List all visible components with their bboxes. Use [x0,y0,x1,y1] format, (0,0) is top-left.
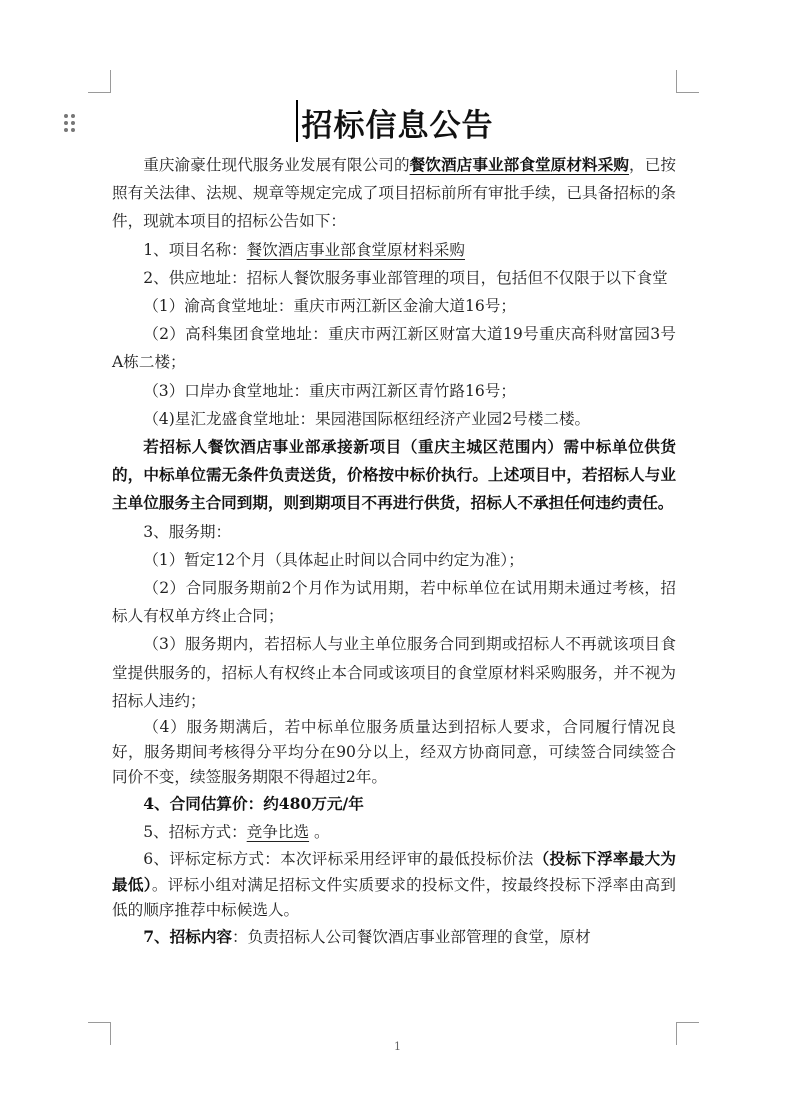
service-term-4: （4）服务期满后，若中标单位服务质量达到招标人要求，合同履行情况良好，服务期间考核得分平均分在90分以上，经双方协商同意，可续签合同续签合同价不变，续签服务期限不得超过2年。 [112,718,676,787]
item-supply-address: 2、供应地址：招标人餐饮服务事业部管理的项目，包括但不仅限于以下食堂 [143,268,668,287]
text-cursor [296,100,298,142]
document-body[interactable] [112,151,676,952]
intro-text: 重庆渝豪仕现代服务业发展有限公司的 [143,156,410,174]
item-label: 7、招标内容 [143,927,233,947]
service-term-2: （2）合同服务期前2个月作为试用期，若中标单位在试用期未通过考核，招标人有权单方终止合同； [112,579,676,626]
item-end: 。 [309,823,330,842]
service-term-3: （3）服务期内，若招标人与业主单位服务合同到期或招标人不再就该项目食堂提供服务的，招标人有权终止本合同或该项目的食堂原材料采购服务，并不视为招标人违约； [112,635,676,710]
service-term-1: （1）暂定12个月（具体起止时间以合同中约定为准）； [143,550,524,569]
evaluation-text-rest: 。评标小组对满足招标文件实质要求的投标文件，按最终投标下浮率由高到低的顺序推荐中标候选人。 [112,876,676,920]
item-label: 1、项目名称： [143,240,247,259]
evaluation-text: 6、评标定标方式：本次评标采用经评审的最低投标价法 [143,850,534,869]
item-value: 负责招标人公司餐饮酒店事业部管理的食堂，原材 [247,928,591,947]
item-value: 餐饮酒店事业部食堂原材料采购 [246,240,465,259]
item-bid-method [112,818,676,846]
margin-corner-top-right [676,70,699,93]
page-number: 1 [394,1040,401,1053]
document-title: 招标信息公告 [301,108,494,144]
project-name-bold: 餐饮酒店事业部食堂原材料采购 [409,155,630,174]
bold-notice-paragraph: 若招标人餐饮酒店事业部承接新项目（重庆主城区范围内）需中标单位供货的，中标单位需无条件负责送货，价格按中标价执行。上述项目中，若招标人与业主单位服务主合同到期，则到期项目不再进行供货，招标人不承担任何违约责任。 [112,437,676,513]
address-2: （2）高科集团食堂地址：重庆市两江新区财富大道19号重庆高科财富园3号A栋二楼； [112,325,676,372]
evaluation-bold: （投标下浮率最大为最低） [112,849,676,895]
address-1: （1）渝高食堂地址：重庆市两江新区金渝大道16号； [143,297,517,316]
address-4: （4)星汇龙盛食堂地址：果园港国际枢纽经济产业园2号楼二楼。 [143,409,591,428]
item-value: 竞争比选 [246,823,310,842]
intro-text-rest: ，已按照有关法律、法规、规章等规定完成了项目招标前所有审批手续，已具备招标的条件，现就本项目的招标公告如下： [112,156,676,231]
item-bid-content [112,923,676,951]
margin-corner-top-left [88,70,111,93]
address-3: （3）口岸办食堂地址：重庆市两江新区青竹路16号； [143,381,517,400]
item-service-period: 3、服务期： [143,522,232,541]
item-colon: ： [232,928,248,947]
item-evaluation-method [112,846,676,923]
item-label: 5、招标方式： [143,823,247,842]
item-contract-estimate: 4、合同估算价：约480万元/年 [143,794,364,814]
item-project-name [112,236,676,264]
intro-paragraph [112,151,676,236]
